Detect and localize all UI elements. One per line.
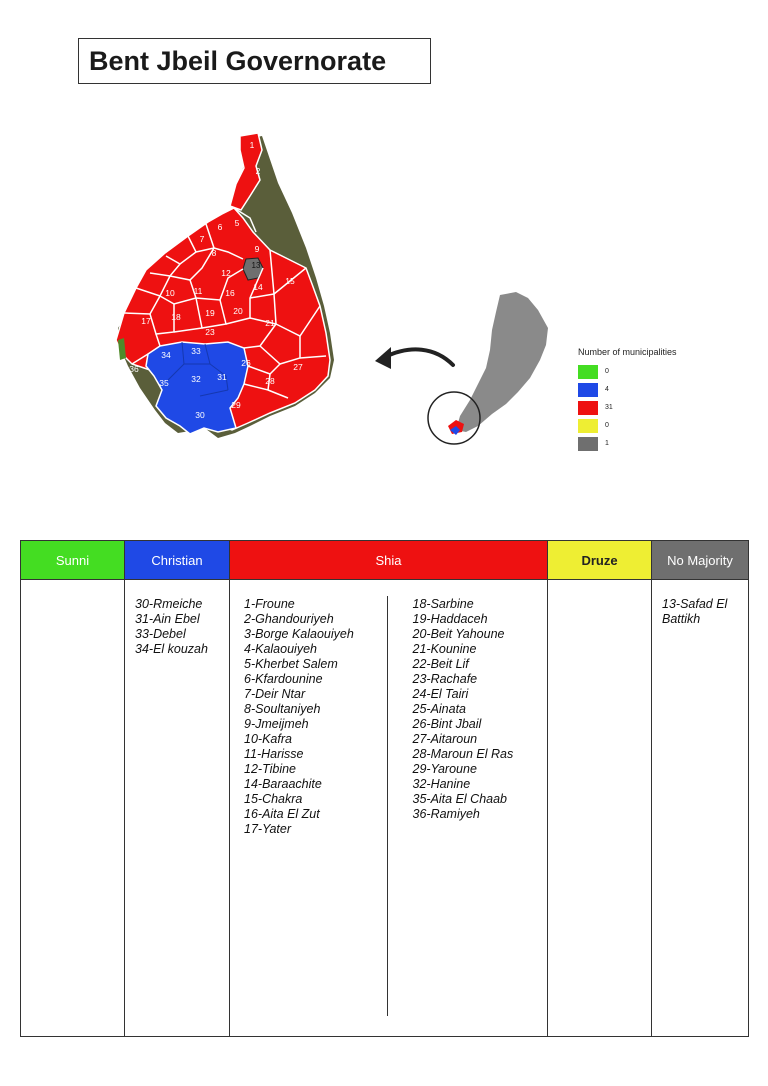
list-item: 16-Aita El Zut [244,807,320,821]
legend-item-no-majority [578,435,677,452]
list-item: 18-Sarbine [412,597,474,611]
list-item: 13-Safad El [662,597,728,611]
shia-list-right [389,580,548,1036]
list-item: 11-Harisse [244,747,304,761]
list-item: 24-El Tairi [412,687,469,701]
map-label-12: 12 [221,268,231,278]
legend-value: 0 [605,368,609,375]
list-item: 12-Tibine [244,762,297,776]
list-item: 23-Rachafe [412,672,478,686]
list-item: 21-Kounine [412,642,477,656]
list-item: 2-Ghandouriyeh [244,612,334,626]
lebanon-shape [456,292,548,432]
map-label-21: 21 [265,318,275,328]
list-item: 31-Ain Ebel [135,612,200,626]
map-label-20: 20 [233,306,243,316]
legend-swatch [578,401,598,415]
list-item: Battikh [662,612,701,626]
map-label-9: 9 [254,244,260,254]
legend [578,347,677,453]
legend-item-druze [578,417,677,434]
map-label-29: 29 [231,400,241,410]
map-label-2: 2 [255,166,261,176]
legend-item-shia [578,399,677,416]
list-item: 14-Baraachite [244,777,322,791]
map-label-13: 13 [251,261,261,270]
list-item: 22-Beit Lif [412,657,469,671]
shia-list-left [230,580,389,1036]
list-item: 6-Kfardounine [244,672,323,686]
legend-swatch [578,383,598,397]
list-item: 25-Ainata [412,702,467,716]
map-label-19: 19 [205,308,215,318]
table-header-row [21,541,749,580]
map-label-7: 7 [199,234,205,244]
list-item: 5-Kherbet Salem [244,657,338,671]
map-label-5: 5 [234,218,240,228]
list-item: 36-Ramiyeh [412,807,480,821]
legend-value: 31 [605,404,613,411]
list-item: 30-Rmeiche [135,597,203,611]
map-label-1: 1 [249,140,255,150]
list-item: 3-Borge Kalaouiyeh [244,627,354,641]
map-label-16: 16 [225,288,235,298]
religion-table [20,540,749,1037]
list-item: 7-Deir Ntar [244,687,306,701]
list-item: 26-Bint Jbail [412,717,482,731]
list-item: 9-Jmeijmeh [244,717,309,731]
list-item: 20-Beit Yahoune [412,627,505,641]
list-item: 35-Aita El Chaab [412,792,508,806]
legend-value: 1 [605,440,609,447]
list-item: 34-El kouzah [135,642,208,656]
list-item: 28-Maroun El Ras [412,747,514,761]
map-label-33: 33 [191,346,201,356]
sunni-cell [21,580,125,1037]
header-no-majority: No Majority [652,541,749,580]
map-label-31: 31 [217,372,227,382]
list-item: 4-Kalaouiyeh [244,642,317,656]
column-divider [387,596,388,1016]
legend-swatch [578,419,598,433]
map-label-36: 36 [129,364,139,374]
list-item: 19-Haddaceh [412,612,488,626]
header-christian: Christian [125,541,230,580]
map-label-14: 14 [253,282,263,292]
map-label-35: 35 [159,378,169,388]
map-label-11: 11 [193,286,203,296]
legend-value: 4 [605,386,609,393]
legend-item-sunni [578,363,677,380]
list-item: 32-Hanine [412,777,471,791]
header-shia: Shia [230,541,548,580]
list-item: 29-Yaroune [412,762,477,776]
list-item: 27-Aitaroun [412,732,478,746]
list-item: 33-Debel [135,627,186,641]
page-title: Bent Jbeil Governorate [78,38,431,84]
list-item: 15-Chakra [244,792,303,806]
header-druze: Druze [548,541,652,580]
map-label-32: 32 [191,374,201,384]
map-label-6: 6 [217,222,223,232]
legend-swatch [578,365,598,379]
map-label-34: 34 [161,350,171,360]
list-item: 1-Froune [244,597,295,611]
no-majority-cell [652,580,749,1037]
legend-title: Number of municipalities [578,347,677,357]
map-label-23: 23 [205,327,215,337]
map-label-17: 17 [141,316,151,326]
druze-cell [548,580,652,1037]
map-label-15: 15 [285,276,295,286]
legend-item-christian [578,381,677,398]
map-label-30: 30 [195,410,205,420]
map-label-18: 18 [171,312,181,322]
list-item: 8-Soultaniyeh [244,702,321,716]
district-map [110,128,340,453]
map-label-27: 27 [293,362,303,372]
list-item: 17-Yater [244,822,292,836]
christian-cell [125,580,230,1037]
map-label-10: 10 [165,288,175,298]
map-label-8: 8 [211,248,217,258]
list-item: 10-Kafra [244,732,292,746]
map-label-28: 28 [265,376,275,386]
map-label-26: 26 [241,358,251,368]
legend-swatch [578,437,598,451]
shia-cell [230,580,548,1037]
header-sunni: Sunni [21,541,125,580]
table-body-row [21,580,749,1037]
legend-value: 0 [605,422,609,429]
lebanon-inset-map [420,290,560,450]
